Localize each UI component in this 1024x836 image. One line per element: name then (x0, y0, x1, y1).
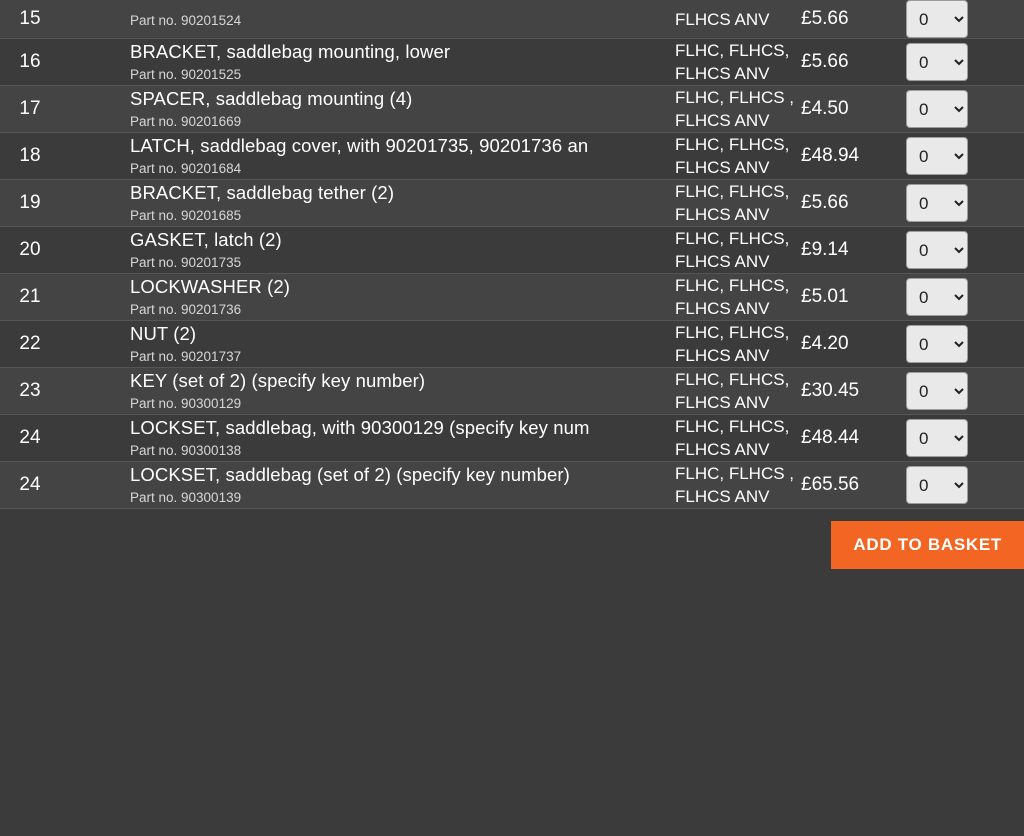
quantity-cell (906, 415, 1024, 462)
add-to-basket-button[interactable]: ADD TO BASKET (831, 521, 1024, 569)
row-gutter (60, 0, 130, 39)
part-number: Part no. 90300129 (130, 396, 242, 411)
part-price: £4.50 (801, 98, 849, 119)
part-price: £5.66 (801, 192, 849, 213)
part-price: £9.14 (801, 239, 849, 260)
table-row (0, 133, 1024, 180)
part-number: Part no. 90201669 (130, 114, 242, 129)
row-gutter (60, 227, 130, 274)
fitment-models: FLHC, FLHCS, FLHCS ANV (675, 229, 790, 271)
quantity-select[interactable] (906, 278, 968, 316)
part-title: GASKET, latch (2) (130, 229, 282, 250)
quantity-select[interactable] (906, 466, 968, 504)
quantity-cell (906, 0, 1024, 39)
fitment-models: FLHC, FLHCS, FLHCS ANV (675, 182, 790, 224)
row-index: 20 (19, 239, 41, 260)
quantity-cell (906, 368, 1024, 415)
quantity-select[interactable] (906, 0, 968, 38)
row-index: 21 (19, 286, 41, 307)
fitment-models: FLHC, FLHCS, FLHCS ANV (675, 417, 790, 459)
fitment-models: FLHCS ANV (675, 9, 770, 29)
part-price: £5.66 (801, 51, 849, 72)
fitment-models: FLHC, FLHCS, FLHCS ANV (675, 41, 790, 83)
part-description-cell (130, 86, 675, 133)
part-description-cell (130, 462, 675, 509)
part-description-cell (130, 39, 675, 86)
quantity-cell (906, 274, 1024, 321)
part-title: LOCKSET, saddlebag, with 90300129 (specify key num (130, 417, 590, 438)
row-index: 24 (19, 427, 41, 448)
part-description-cell (130, 415, 675, 462)
part-price: £48.44 (801, 427, 860, 448)
row-index: 23 (19, 380, 41, 401)
quantity-cell (906, 462, 1024, 509)
part-number: Part no. 90201736 (130, 302, 242, 317)
table-row (0, 86, 1024, 133)
part-title: LOCKWASHER (2) (130, 276, 291, 297)
quantity-cell (906, 39, 1024, 86)
part-description-cell (130, 133, 675, 180)
part-title: BRACKET, saddlebag mounting, lower (130, 41, 451, 62)
fitment-models: FLHC, FLHCS, FLHCS ANV (675, 135, 790, 177)
table-row (0, 368, 1024, 415)
part-description-cell (130, 0, 675, 39)
table-row (0, 180, 1024, 227)
part-title: LATCH, saddlebag cover, with 90201735, 90201736 an (130, 135, 589, 156)
row-gutter (60, 180, 130, 227)
part-number: Part no. 90201737 (130, 349, 242, 364)
part-number: Part no. 90201524 (130, 13, 242, 28)
quantity-select[interactable] (906, 325, 968, 363)
quantity-cell (906, 227, 1024, 274)
table-row (0, 39, 1024, 86)
row-index: 16 (19, 51, 41, 72)
row-index: 19 (19, 192, 41, 213)
part-description-cell (130, 368, 675, 415)
quantity-select[interactable] (906, 419, 968, 457)
part-description-cell (130, 227, 675, 274)
row-gutter (60, 133, 130, 180)
part-description-cell (130, 180, 675, 227)
part-price: £30.45 (801, 380, 860, 401)
table-row (0, 462, 1024, 509)
quantity-select[interactable] (906, 137, 968, 175)
row-gutter (60, 462, 130, 509)
table-row (0, 274, 1024, 321)
quantity-select[interactable] (906, 231, 968, 269)
part-title: KEY (set of 2) (specify key number) (130, 370, 426, 391)
part-title: BRACKET, saddlebag tether (2) (130, 182, 395, 203)
part-description-cell (130, 321, 675, 368)
row-gutter (60, 39, 130, 86)
row-gutter (60, 86, 130, 133)
fitment-models: FLHC, FLHCS, FLHCS ANV (675, 323, 790, 365)
table-row (0, 0, 1024, 39)
row-gutter (60, 274, 130, 321)
row-gutter (60, 321, 130, 368)
quantity-select[interactable] (906, 43, 968, 81)
quantity-cell (906, 133, 1024, 180)
part-number: Part no. 90201525 (130, 67, 242, 82)
part-number: Part no. 90201685 (130, 208, 242, 223)
quantity-cell (906, 180, 1024, 227)
quantity-select[interactable] (906, 184, 968, 222)
fitment-models: FLHC, FLHCS, FLHCS ANV (675, 276, 790, 318)
table-footer (0, 509, 1024, 571)
quantity-cell (906, 86, 1024, 133)
table-row (0, 227, 1024, 274)
table-row (0, 321, 1024, 368)
row-index: 17 (19, 98, 41, 119)
part-title: NUT (2) (130, 323, 197, 344)
part-description-cell (130, 274, 675, 321)
part-number: Part no. 90201684 (130, 161, 242, 176)
part-title: SPACER, saddlebag mounting (4) (130, 88, 413, 109)
part-number: Part no. 90300138 (130, 443, 242, 458)
row-gutter (60, 415, 130, 462)
part-price: £48.94 (801, 145, 860, 166)
part-price: £65.56 (801, 474, 860, 495)
table-row (0, 415, 1024, 462)
fitment-models: FLHC, FLHCS , FLHCS ANV (675, 88, 795, 130)
row-index: 18 (19, 145, 41, 166)
part-price: £5.66 (801, 8, 849, 29)
part-title: LOCKSET, saddlebag (set of 2) (specify key number) (130, 464, 570, 485)
fitment-models: FLHC, FLHCS , FLHCS ANV (675, 464, 795, 506)
row-gutter (60, 368, 130, 415)
part-price: £4.20 (801, 333, 849, 354)
quantity-select[interactable] (906, 372, 968, 410)
row-index: 24 (19, 474, 41, 495)
part-price: £5.01 (801, 286, 849, 307)
quantity-select[interactable] (906, 90, 968, 128)
fitment-models: FLHC, FLHCS, FLHCS ANV (675, 370, 790, 412)
row-index: 15 (19, 8, 41, 29)
part-number: Part no. 90201735 (130, 255, 242, 270)
part-number: Part no. 90300139 (130, 490, 242, 505)
row-index: 22 (19, 333, 41, 354)
quantity-cell (906, 321, 1024, 368)
